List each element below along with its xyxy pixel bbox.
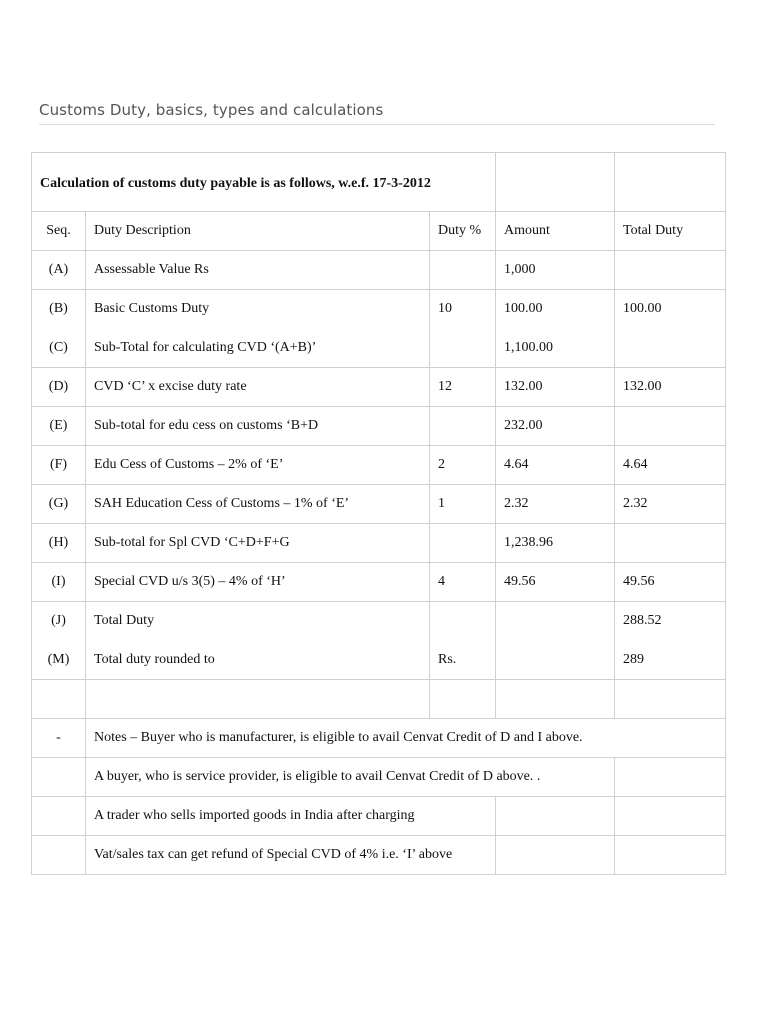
notes-line: Vat/sales tax can get refund of Special CVD of 4% i.e. ‘I’ above (86, 836, 496, 875)
row-total-duty: 132.00 (615, 368, 726, 407)
row-description: SAH Education Cess of Customs – 1% of ‘E’ (86, 485, 430, 524)
row-total-duty (615, 329, 726, 368)
heading-divider (39, 124, 715, 125)
row-description: Total duty rounded to (86, 641, 430, 680)
empty-cell (496, 797, 615, 836)
row-amount: 49.56 (496, 563, 615, 602)
row-amount: 1,238.96 (496, 524, 615, 563)
table-row (32, 251, 726, 290)
table-row (32, 485, 726, 524)
row-amount: 4.64 (496, 446, 615, 485)
row-seq: (A) (32, 251, 86, 290)
row-seq: (C) (32, 329, 86, 368)
row-duty-percent (430, 329, 496, 368)
row-seq: (D) (32, 368, 86, 407)
row-amount: 2.32 (496, 485, 615, 524)
customs-duty-table (31, 152, 726, 875)
table-title-row (32, 153, 726, 212)
empty-cell (430, 680, 496, 719)
row-total-duty (615, 407, 726, 446)
empty-cell (496, 153, 615, 212)
row-seq: (H) (32, 524, 86, 563)
column-header-amount: Amount (496, 212, 615, 251)
table-row (32, 563, 726, 602)
column-header-seq: Seq. (32, 212, 86, 251)
empty-cell (86, 680, 430, 719)
notes-line: A buyer, who is service provider, is eligible to avail Cenvat Credit of D above. . (86, 758, 615, 797)
table-row (32, 407, 726, 446)
row-description: CVD ‘C’ x excise duty rate (86, 368, 430, 407)
notes-row (32, 758, 726, 797)
row-description: Basic Customs Duty (86, 290, 430, 329)
notes-row (32, 797, 726, 836)
empty-cell (496, 836, 615, 875)
empty-cell (615, 836, 726, 875)
row-duty-percent: 4 (430, 563, 496, 602)
empty-cell (615, 153, 726, 212)
table-row (32, 524, 726, 563)
row-total-duty: 4.64 (615, 446, 726, 485)
row-duty-percent: Rs. (430, 641, 496, 680)
notes-line: A trader who sells imported goods in India after charging (86, 797, 496, 836)
empty-cell (32, 680, 86, 719)
row-amount: 1,000 (496, 251, 615, 290)
row-description: Special CVD u/s 3(5) – 4% of ‘H’ (86, 563, 430, 602)
table-row (32, 602, 726, 641)
row-duty-percent: 2 (430, 446, 496, 485)
row-total-duty (615, 524, 726, 563)
row-amount: 100.00 (496, 290, 615, 329)
row-amount: 232.00 (496, 407, 615, 446)
row-duty-percent (430, 602, 496, 641)
empty-cell (615, 797, 726, 836)
row-description: Total Duty (86, 602, 430, 641)
table-row (32, 368, 726, 407)
empty-cell (615, 680, 726, 719)
page-heading: Customs Duty, basics, types and calculations (39, 101, 384, 119)
row-duty-percent: 1 (430, 485, 496, 524)
empty-cell (32, 836, 86, 875)
row-total-duty: 288.52 (615, 602, 726, 641)
row-total-duty (615, 251, 726, 290)
row-seq: (J) (32, 602, 86, 641)
row-seq: (F) (32, 446, 86, 485)
table-row (32, 641, 726, 680)
row-amount: 132.00 (496, 368, 615, 407)
row-seq: (M) (32, 641, 86, 680)
row-amount (496, 602, 615, 641)
column-header-row (32, 212, 726, 251)
row-duty-percent (430, 524, 496, 563)
row-duty-percent (430, 407, 496, 446)
row-duty-percent (430, 251, 496, 290)
table-title: Calculation of customs duty payable is as follows, w.e.f. 17-3-2012 (32, 153, 496, 212)
empty-cell (496, 680, 615, 719)
row-total-duty: 2.32 (615, 485, 726, 524)
row-seq: (G) (32, 485, 86, 524)
column-header-description: Duty Description (86, 212, 430, 251)
row-duty-percent: 12 (430, 368, 496, 407)
row-amount (496, 641, 615, 680)
notes-row (32, 719, 726, 758)
notes-row (32, 836, 726, 875)
table-row (32, 290, 726, 329)
row-total-duty: 100.00 (615, 290, 726, 329)
notes-marker: - (32, 719, 86, 758)
empty-cell (32, 797, 86, 836)
notes-line: Notes – Buyer who is manufacturer, is eligible to avail Cenvat Credit of D and I above. (86, 719, 726, 758)
row-description: Sub-total for Spl CVD ‘C+D+F+G (86, 524, 430, 563)
column-header-total-duty: Total Duty (615, 212, 726, 251)
empty-cell (32, 758, 86, 797)
row-description: Sub-total for edu cess on customs ‘B+D (86, 407, 430, 446)
table-row (32, 329, 726, 368)
empty-row (32, 680, 726, 719)
row-seq: (B) (32, 290, 86, 329)
row-amount: 1,100.00 (496, 329, 615, 368)
row-total-duty: 289 (615, 641, 726, 680)
column-header-duty-percent: Duty % (430, 212, 496, 251)
row-seq: (E) (32, 407, 86, 446)
row-description: Assessable Value Rs (86, 251, 430, 290)
table-row (32, 446, 726, 485)
row-description: Sub-Total for calculating CVD ‘(A+B)’ (86, 329, 430, 368)
row-total-duty: 49.56 (615, 563, 726, 602)
row-duty-percent: 10 (430, 290, 496, 329)
row-seq: (I) (32, 563, 86, 602)
empty-cell (615, 758, 726, 797)
row-description: Edu Cess of Customs – 2% of ‘E’ (86, 446, 430, 485)
